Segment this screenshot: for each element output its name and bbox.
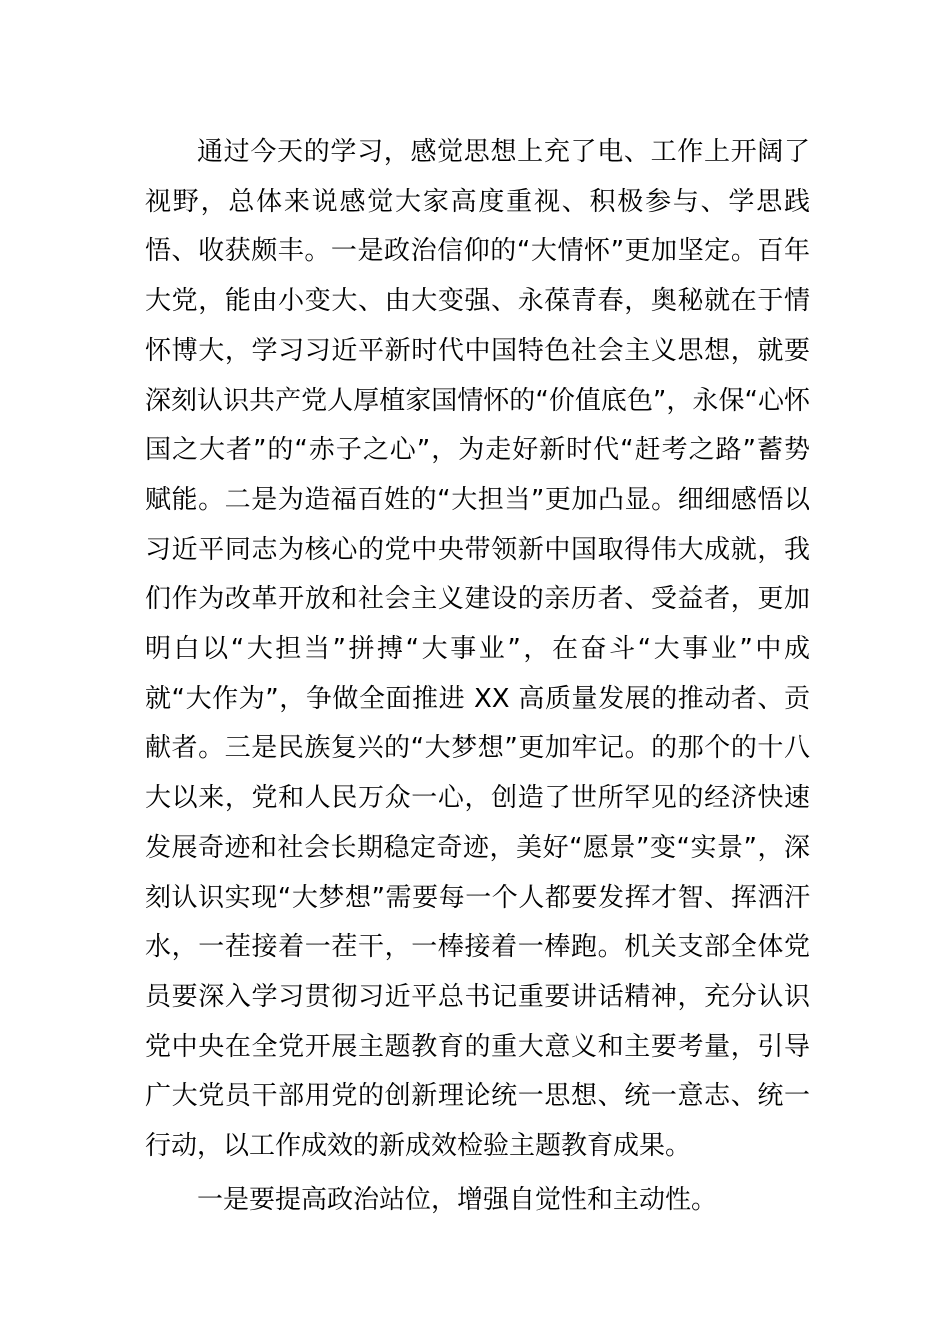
paragraph-political-stance: 一是要提高政治站位，增强自觉性和主动性。 [197,1184,718,1215]
document-body [145,128,810,1225]
paragraph-study-reflection: 通过今天的学习，感觉思想上充了电、工作上开阔了视野，总体来说感觉大家高度重视、积极参与、学思践悟、收获颇丰。一是政治信仰的“大情怀”更加坚定。百年大党，能由小变大、由大变强、永葆青春，奥秘就在于情怀博大，学习习近平新时代中国特色社会主义思想，就要深刻认识共产党人厚植家国情怀的“价值底色”，永保“心怀国之大者”的“赤子之心”，为走好新时代“赶考之路”蓄势赋能。二是为造福百姓的“大担当”更加凸显。细细感悟以习近平同志为核心的党中央带领新中国取得伟大成就，我们作为改革开放和社会主义建设的亲历者、受益者，更加明白以“大担当”拼搏“大事业”，在奋斗“大事业”中成就“大作为”，争做全面推进 XX 高质量发展的推动者、贡献者。三是民族复兴的“大梦想”更加牢记。的那个的十八大以来，党和人民万众一心，创造了世所罕见的经济快速发展奇迹和社会长期稳定奇迹，美好“愿景”变“实景”，深刻认识实现“大梦想”需要每一个人都要发挥才智、挥洒汗水，一茬接着一茬干，一棒接着一棒跑。机关支部全体党员要深入学习贯彻习近平总书记重要讲话精神，充分认识党中央在全党开展主题教育的重大意义和主要考量，引导广大党员干部用党的创新理论统一思想、统一意志、统一行动，以工作成效的新成效检验主题教育成果。 [145,137,810,1162]
